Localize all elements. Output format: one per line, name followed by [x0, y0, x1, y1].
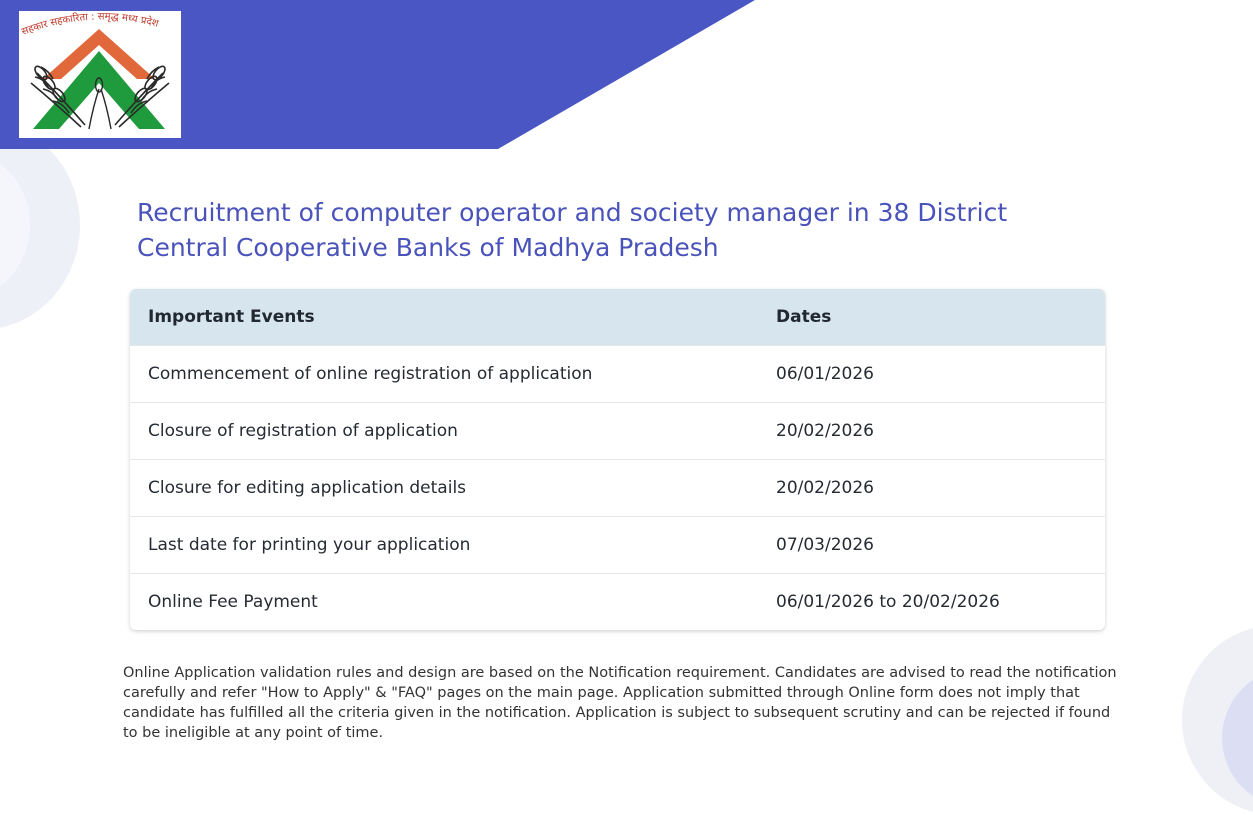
cooperative-emblem-icon	[19, 11, 181, 138]
banner-shape	[0, 0, 1253, 149]
table-row	[130, 346, 1105, 403]
date-cell: 20/02/2026	[758, 460, 1105, 517]
table-header-row	[130, 289, 1105, 346]
table-row	[130, 460, 1105, 517]
date-cell: 07/03/2026	[758, 517, 1105, 574]
event-cell: Closure for editing application details	[130, 460, 758, 517]
header-banner	[0, 0, 1253, 149]
date-cell: 06/01/2026 to 20/02/2026	[758, 574, 1105, 631]
disclaimer-text: Online Application validation rules and design are based on the Notification requirement. Candidates are advised to read the notification carefully and refer "How to Apply" & "FAQ" pages on the main page. Application submitted through Online form does not imply that candidate has fulfilled all the criteria given in the notification. Application is subject to subsequent scrutiny and can be rejected if found to be ineligible at any point of time.	[123, 665, 1117, 741]
table-row	[130, 403, 1105, 460]
table-row	[130, 574, 1105, 631]
column-header-events: Important Events	[130, 289, 758, 346]
event-cell: Closure of registration of application	[130, 403, 758, 460]
column-header-dates: Dates	[758, 289, 1105, 346]
svg-text:सहकार सहकारिता : समृद्ध मध्य प	[20, 11, 160, 37]
event-cell: Online Fee Payment	[130, 574, 758, 631]
important-events-table	[130, 289, 1105, 630]
event-cell: Last date for printing your application	[130, 517, 758, 574]
event-cell: Commencement of online registration of application	[130, 346, 758, 403]
date-cell: 06/01/2026	[758, 346, 1105, 403]
table-row	[130, 517, 1105, 574]
date-cell: 20/02/2026	[758, 403, 1105, 460]
page-title: Recruitment of computer operator and society manager in 38 District Central Cooperative Banks of Madhya Pradesh	[137, 198, 1008, 262]
logo	[19, 11, 181, 138]
emblem-text: सहकार सहकारिता : समृद्ध मध्य प्रदेश	[20, 11, 160, 38]
